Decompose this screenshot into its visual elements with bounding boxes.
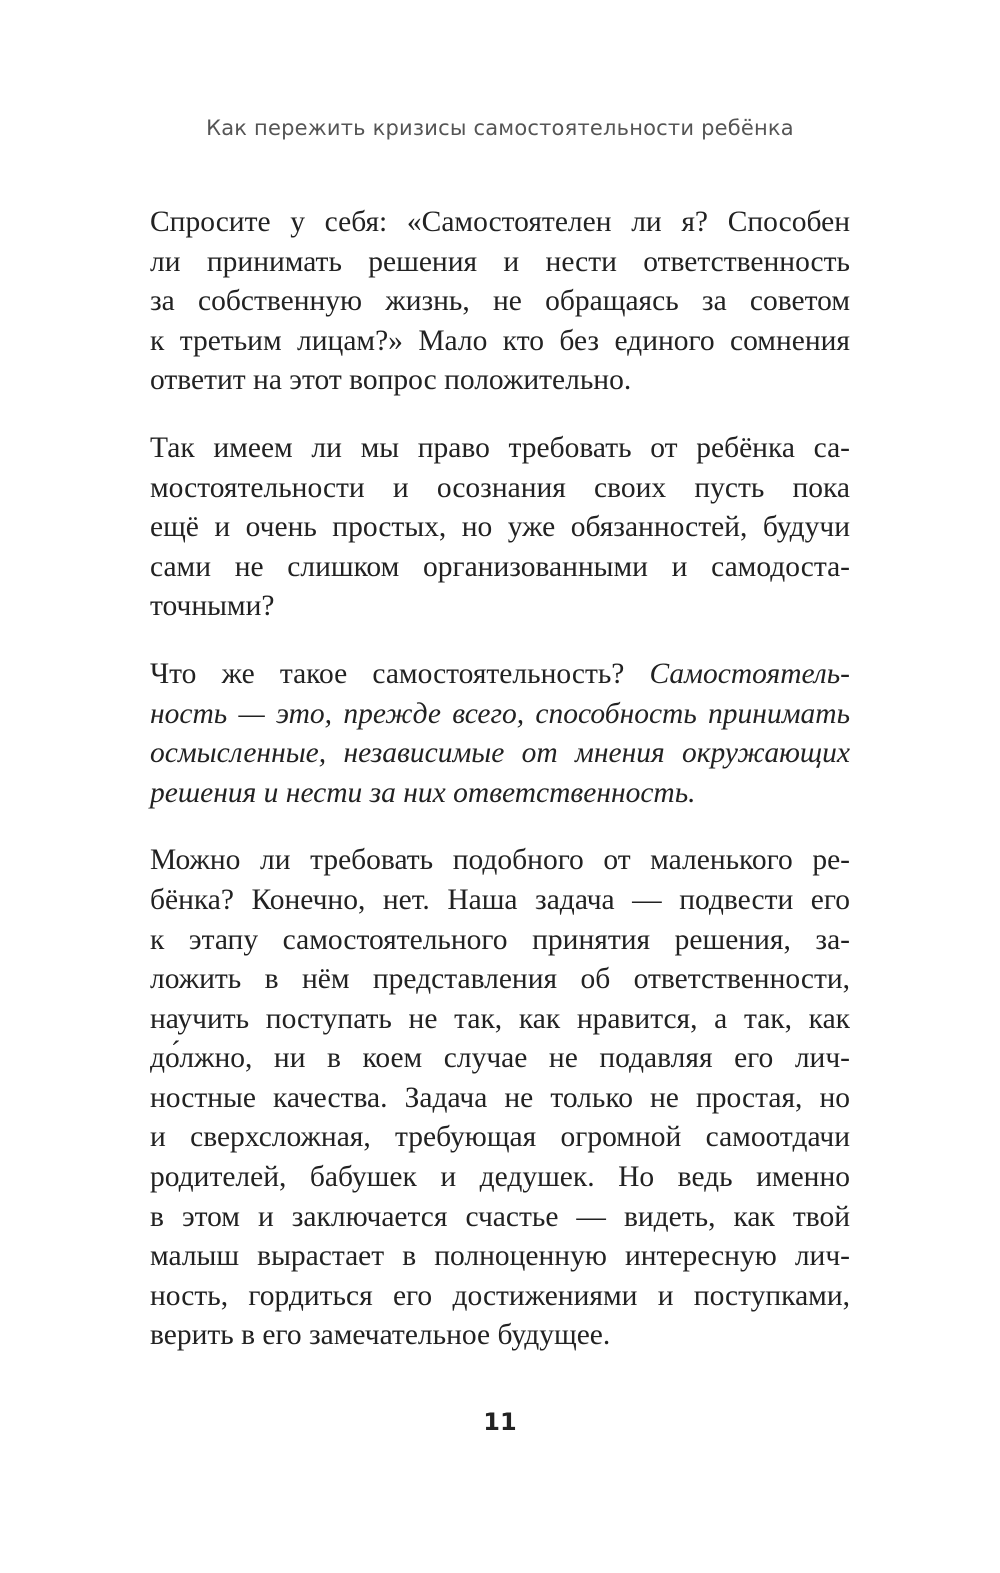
paragraph-3-definition — [150, 655, 850, 813]
text-line: ещё и очень простых, но уже обязанностей, будучи — [150, 511, 850, 544]
text-line: сами не слишком организованными и самодоста- — [150, 550, 850, 583]
text-line: малыш вырастает в полноценную интересную лич- — [150, 1240, 850, 1273]
text-line-italic: осмысленные, независимые от мнения окружающих — [150, 737, 850, 770]
text-line: за собственную жизнь, не обращаясь за советом — [150, 285, 850, 318]
text-line: верить в его замечательное будущее. — [150, 1319, 611, 1352]
text-plain: Что же такое самостоятельность? — [150, 657, 650, 690]
text-line-mixed — [150, 655, 850, 695]
text-line-italic: решения и нести за них ответственность. — [150, 776, 696, 809]
text-line: к этапу самостоятельного принятия решения, за- — [150, 923, 850, 956]
page-number: 11 — [483, 1408, 517, 1436]
text-line-italic: ность — это, прежде всего, способность принимать — [150, 697, 850, 730]
running-header: Как пережить кризисы самостоятельности ребёнка — [206, 116, 794, 140]
paragraph-1 — [150, 203, 850, 401]
text-line: ложить в нём представления об ответственности, — [150, 963, 850, 996]
body-text — [150, 203, 850, 1384]
text-line: до́лжно, ни в коем случае не подавляя его лич- — [150, 1042, 850, 1075]
text-line: бёнка? Конечно, нет. Наша задача — подвести его — [150, 883, 850, 916]
text-line: ли принимать решения и нести ответственность — [150, 245, 850, 278]
text-line: Так имеем ли мы право требовать от ребёнка са- — [150, 431, 850, 464]
text-line: и сверхсложная, требующая огромной самоотдачи — [150, 1121, 850, 1154]
text-line: к третьим лицам?» Мало кто без единого сомнения — [150, 324, 850, 357]
paragraph-2 — [150, 429, 850, 627]
text-line: Спросите у себя: «Самостоятелен ли я? Способен — [150, 206, 850, 238]
text-line: в этом и заключается счастье — видеть, как твой — [150, 1200, 850, 1233]
text-line: Можно ли требовать подобного от маленького ре- — [150, 844, 850, 877]
text-line: научить поступать не так, как нравится, а так, как — [150, 1002, 850, 1035]
text-line: мостоятельности и осознания своих пусть пока — [150, 471, 850, 504]
text-line: ностные качества. Задача не только не простая, но — [150, 1081, 850, 1114]
paragraph-4 — [150, 841, 850, 1356]
text-line: ность, гордиться его достижениями и поступками, — [150, 1279, 850, 1312]
text-line: родителей, бабушек и дедушек. Но ведь именно — [150, 1161, 850, 1194]
text-italic: Самостоятель- — [649, 657, 850, 690]
text-line: ответит на этот вопрос положительно. — [150, 364, 632, 397]
text-line: точными? — [150, 590, 275, 623]
